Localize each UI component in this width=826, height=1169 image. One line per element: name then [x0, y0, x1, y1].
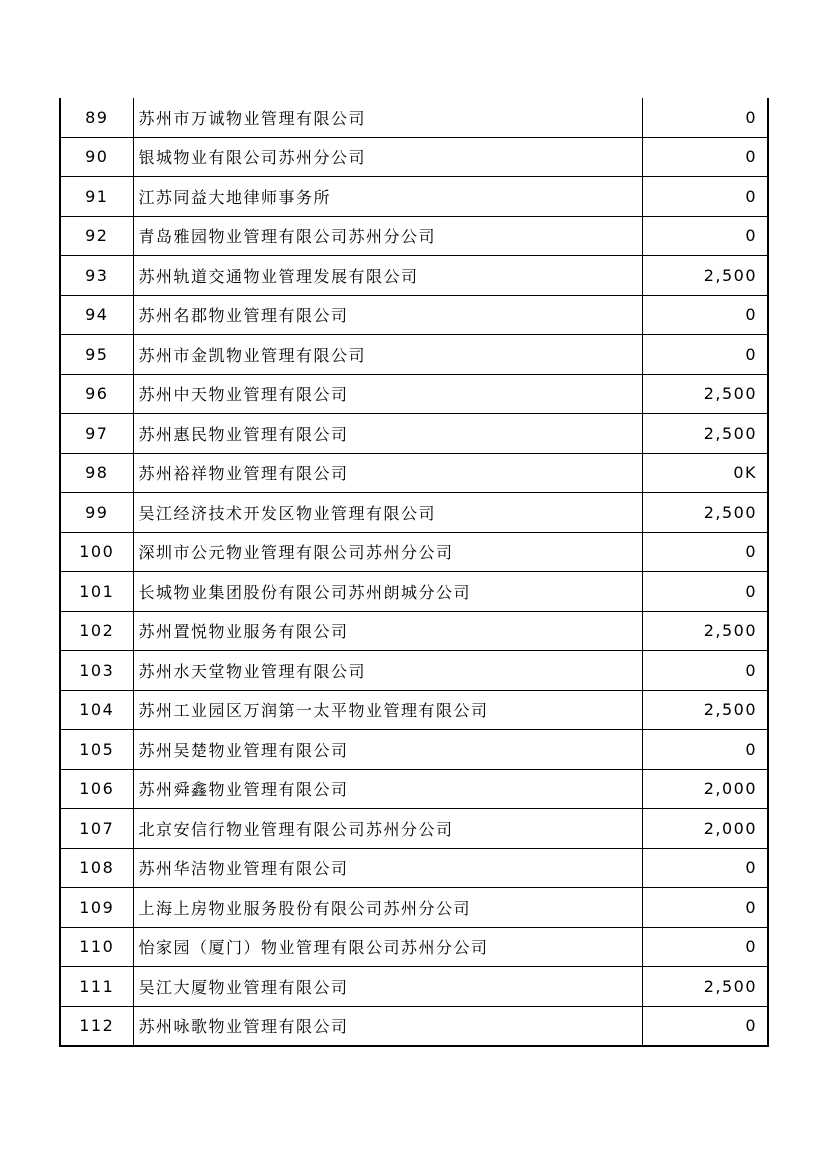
company-name: 苏州名郡物业管理有限公司 [133, 295, 642, 335]
table-row [60, 493, 768, 533]
row-index: 102 [60, 611, 133, 651]
company-table [59, 98, 769, 1047]
amount: 0 [642, 730, 768, 770]
amount: 0 [642, 1006, 768, 1046]
amount: 2,500 [642, 690, 768, 730]
row-index: 106 [60, 769, 133, 809]
amount: 2,500 [642, 967, 768, 1007]
amount: 0K [642, 453, 768, 493]
amount: 0 [642, 137, 768, 177]
row-index: 99 [60, 493, 133, 533]
table-row [60, 453, 768, 493]
table-row [60, 137, 768, 177]
row-index: 93 [60, 256, 133, 296]
row-index: 92 [60, 216, 133, 256]
table-row [60, 690, 768, 730]
row-index: 96 [60, 374, 133, 414]
company-name: 苏州市万诚物业管理有限公司 [133, 98, 642, 137]
table-row [60, 216, 768, 256]
row-index: 95 [60, 335, 133, 375]
amount: 0 [642, 98, 768, 137]
table-row [60, 1006, 768, 1046]
table-row [60, 374, 768, 414]
company-name: 银城物业有限公司苏州分公司 [133, 137, 642, 177]
company-name: 江苏同益大地律师事务所 [133, 177, 642, 217]
company-name: 苏州裕祥物业管理有限公司 [133, 453, 642, 493]
company-name: 苏州舜鑫物业管理有限公司 [133, 769, 642, 809]
table-row [60, 967, 768, 1007]
table-row [60, 848, 768, 888]
row-index: 111 [60, 967, 133, 1007]
table-row [60, 809, 768, 849]
table-row [60, 414, 768, 454]
row-index: 110 [60, 927, 133, 967]
table-row [60, 730, 768, 770]
company-name: 苏州中天物业管理有限公司 [133, 374, 642, 414]
amount: 0 [642, 927, 768, 967]
row-index: 100 [60, 532, 133, 572]
table-row [60, 572, 768, 612]
row-index: 105 [60, 730, 133, 770]
amount: 0 [642, 651, 768, 691]
company-name: 吴江经济技术开发区物业管理有限公司 [133, 493, 642, 533]
table-row [60, 611, 768, 651]
amount: 2,000 [642, 809, 768, 849]
amount: 0 [642, 888, 768, 928]
company-name: 苏州置悦物业服务有限公司 [133, 611, 642, 651]
amount: 2,500 [642, 611, 768, 651]
company-name: 苏州咏歌物业管理有限公司 [133, 1006, 642, 1046]
company-name: 苏州吴楚物业管理有限公司 [133, 730, 642, 770]
company-name: 吴江大厦物业管理有限公司 [133, 967, 642, 1007]
table-row [60, 532, 768, 572]
table-row [60, 888, 768, 928]
company-name: 苏州华洁物业管理有限公司 [133, 848, 642, 888]
company-name: 北京安信行物业管理有限公司苏州分公司 [133, 809, 642, 849]
amount: 0 [642, 848, 768, 888]
amount: 2,500 [642, 256, 768, 296]
table-row [60, 927, 768, 967]
company-name: 苏州工业园区万润第一太平物业管理有限公司 [133, 690, 642, 730]
row-index: 91 [60, 177, 133, 217]
company-name: 长城物业集团股份有限公司苏州朗城分公司 [133, 572, 642, 612]
amount: 2,500 [642, 374, 768, 414]
table-row [60, 256, 768, 296]
amount: 2,000 [642, 769, 768, 809]
amount: 0 [642, 177, 768, 217]
table-row [60, 177, 768, 217]
row-index: 108 [60, 848, 133, 888]
amount: 0 [642, 335, 768, 375]
amount: 2,500 [642, 493, 768, 533]
company-name: 深圳市公元物业管理有限公司苏州分公司 [133, 532, 642, 572]
company-name: 苏州轨道交通物业管理发展有限公司 [133, 256, 642, 296]
company-name: 青岛雅园物业管理有限公司苏州分公司 [133, 216, 642, 256]
amount: 0 [642, 295, 768, 335]
row-index: 89 [60, 98, 133, 137]
amount: 0 [642, 572, 768, 612]
row-index: 112 [60, 1006, 133, 1046]
table-row [60, 295, 768, 335]
table-body [60, 98, 768, 1046]
row-index: 98 [60, 453, 133, 493]
row-index: 97 [60, 414, 133, 454]
table-row [60, 98, 768, 137]
row-index: 90 [60, 137, 133, 177]
row-index: 104 [60, 690, 133, 730]
row-index: 101 [60, 572, 133, 612]
company-name: 苏州惠民物业管理有限公司 [133, 414, 642, 454]
amount: 0 [642, 532, 768, 572]
company-name: 苏州市金凯物业管理有限公司 [133, 335, 642, 375]
row-index: 94 [60, 295, 133, 335]
row-index: 103 [60, 651, 133, 691]
amount: 2,500 [642, 414, 768, 454]
company-name: 上海上房物业服务股份有限公司苏州分公司 [133, 888, 642, 928]
company-name: 怡家园（厦门）物业管理有限公司苏州分公司 [133, 927, 642, 967]
company-name: 苏州水天堂物业管理有限公司 [133, 651, 642, 691]
table-row [60, 651, 768, 691]
row-index: 109 [60, 888, 133, 928]
amount: 0 [642, 216, 768, 256]
table-row [60, 335, 768, 375]
row-index: 107 [60, 809, 133, 849]
table-row [60, 769, 768, 809]
